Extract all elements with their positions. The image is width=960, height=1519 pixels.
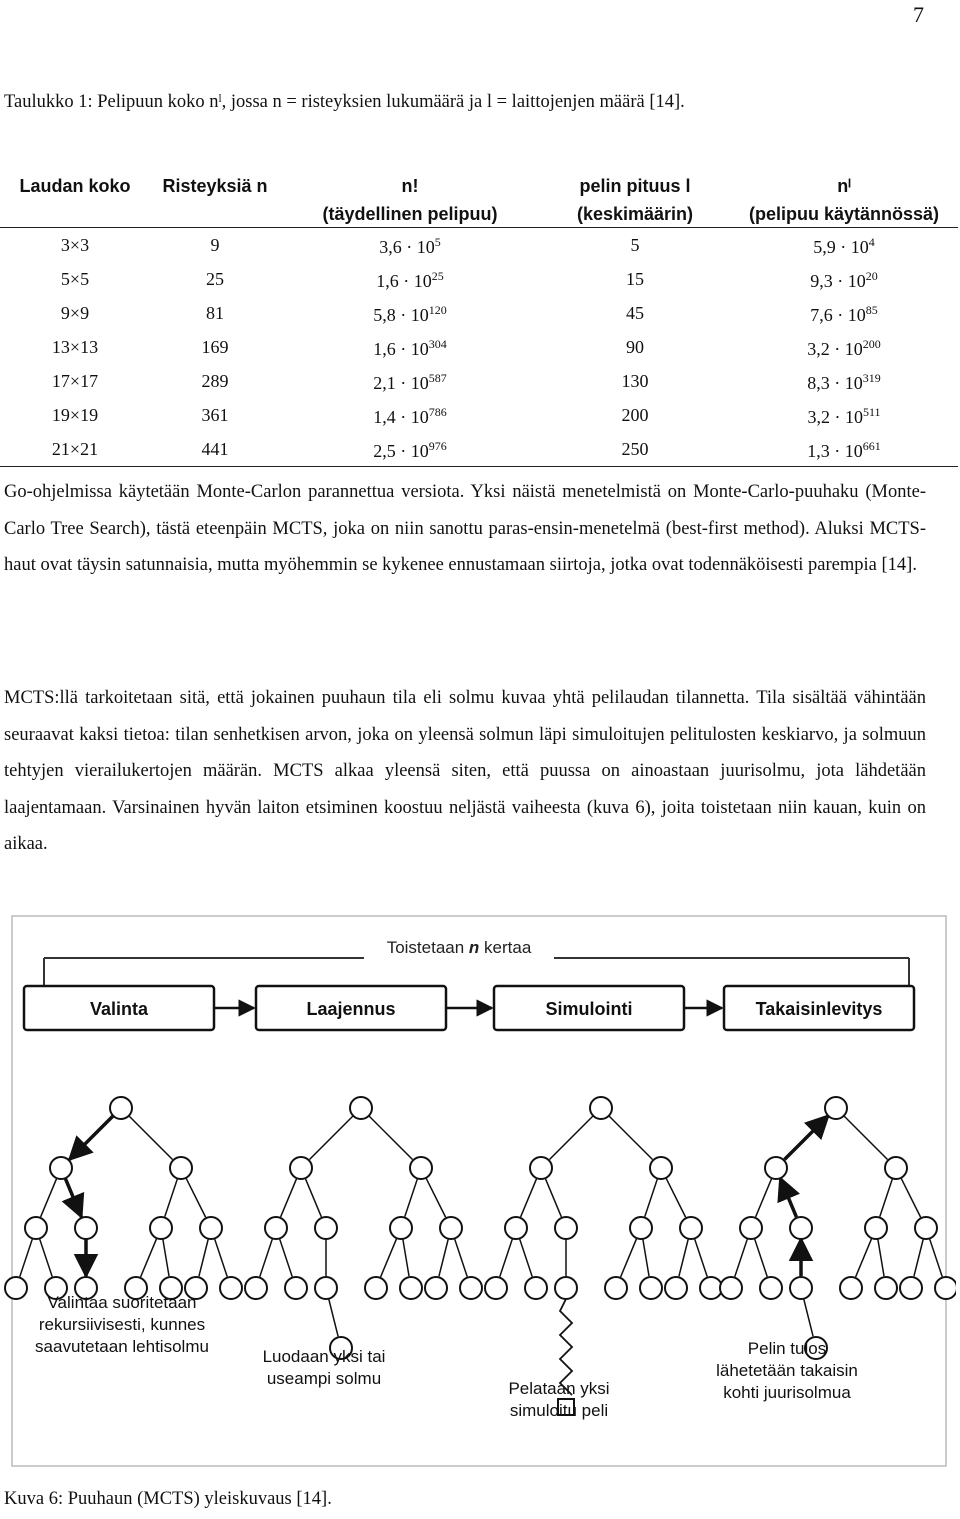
tree-node bbox=[505, 1217, 527, 1239]
tree-node bbox=[720, 1277, 742, 1299]
tree-node bbox=[5, 1277, 27, 1299]
note-line: rekursiivisesti, kunnes bbox=[38, 1315, 206, 1334]
subheader-length: (keskimäärin) bbox=[540, 201, 730, 228]
table-subheader-row bbox=[0, 201, 958, 228]
subheader-factorial: (täydellinen pelipuu) bbox=[280, 201, 540, 228]
tree-node bbox=[245, 1277, 267, 1299]
cell-board: 5×5 bbox=[60, 268, 90, 289]
cell-length: 45 bbox=[626, 302, 644, 323]
table-row bbox=[0, 262, 958, 296]
table-row bbox=[0, 296, 958, 330]
tree-node bbox=[935, 1277, 956, 1299]
tree-node bbox=[285, 1277, 307, 1299]
tree-node bbox=[665, 1277, 687, 1299]
cell-n: 169 bbox=[201, 336, 229, 357]
cell-factorial: $2,5 \cdot 10^{976}$ bbox=[280, 432, 540, 467]
note-line: Luodaan yksi tai bbox=[262, 1347, 386, 1366]
cell-length: 250 bbox=[540, 432, 730, 467]
cell-factorial: $3,6 \cdot 10^5$ bbox=[379, 235, 441, 257]
table-row bbox=[0, 330, 958, 364]
paragraph-1: Go-ohjelmissa käytetään Monte-Carlon parannettua versiota. Yksi näistä menetelmistä on Monte-Carlo-puuhaku (Monte-Carlo Tree Search), tästä eteenpäin MCTS, joka on niin sanottu paras-ensin-menetelmä (best-first method). Aluksi MCTS-haut ovat täysin satunnaisia, mutta myöhemmin se kykenee ennustamaan siirtoja, jotka ovat todennäköisesti parempia [14]. bbox=[4, 482, 926, 575]
board-size-table bbox=[0, 172, 958, 467]
note-line: Pelin tulos bbox=[747, 1339, 827, 1358]
tree-node bbox=[840, 1277, 862, 1299]
table-row bbox=[0, 398, 958, 432]
cell-power: $9,3 \cdot 10^{20}$ bbox=[810, 269, 878, 291]
cell-power: $5,9 \cdot 10^4$ bbox=[813, 235, 875, 257]
tree-node bbox=[315, 1217, 337, 1239]
mcts-figure bbox=[4, 910, 956, 1470]
tree-node bbox=[640, 1277, 662, 1299]
cell-length: 90 bbox=[626, 336, 644, 357]
tree-node bbox=[590, 1097, 612, 1119]
cell-length: 15 bbox=[626, 268, 644, 289]
note-line: simuloitu peli bbox=[509, 1401, 609, 1420]
tree-node bbox=[410, 1157, 432, 1179]
cell-factorial: $5,8 \cdot 10^{120}$ bbox=[373, 303, 447, 325]
tree-node bbox=[605, 1277, 627, 1299]
tree-node bbox=[150, 1217, 172, 1239]
cell-board: 9×9 bbox=[60, 302, 90, 323]
tree-node bbox=[220, 1277, 242, 1299]
phase-label: Valinta bbox=[89, 999, 149, 1019]
tree-node bbox=[400, 1277, 422, 1299]
cell-n: 361 bbox=[201, 404, 229, 425]
paragraph-2: MCTS:llä tarkoitetaan sitä, että jokainen puuhaun tila eli solmu kuvaa yhtä pelilaudan tilannetta. Tila sisältää vähintään seuraavat kaksi tietoa: tilan senhetkisen arvon, joka on yleensä solmun läpi simuloitujen pelitulosten keskiarvo, ja solmuun tehtyjen vierailukertojen määrän. MCTS alkaa yleensä siten, että puussa on ainoastaan juurisolmu, jota lähdetään laajentamaan. Varsinainen hyvän laiton etsiminen koostuu neljästä vaiheesta (kuva 6), joita toistetaan niin kauan, kuin on aikaa. bbox=[4, 688, 926, 854]
cell-factorial: $1,6 \cdot 10^{304}$ bbox=[373, 337, 447, 359]
cell-n: 9 bbox=[210, 234, 220, 255]
tree-node bbox=[790, 1217, 812, 1239]
header-power: nˡ bbox=[837, 176, 851, 196]
tree-node bbox=[790, 1277, 812, 1299]
tree-node bbox=[765, 1157, 787, 1179]
cell-length: 200 bbox=[621, 404, 649, 425]
tree-node bbox=[315, 1277, 337, 1299]
repeat-label: Toistetaan n kertaa bbox=[386, 938, 532, 957]
tree-node bbox=[865, 1217, 887, 1239]
tree-node bbox=[885, 1157, 907, 1179]
tree-node bbox=[350, 1097, 372, 1119]
note-line: saavutetaan lehtisolmu bbox=[35, 1337, 209, 1356]
tree-node bbox=[75, 1217, 97, 1239]
cell-n: 81 bbox=[206, 302, 224, 323]
subheader-power: (pelipuu käytännössä) bbox=[730, 201, 958, 228]
tree-node bbox=[875, 1277, 897, 1299]
tree-node bbox=[50, 1157, 72, 1179]
header-board: Laudan koko bbox=[19, 176, 131, 196]
tree-node bbox=[440, 1217, 462, 1239]
subheader-board bbox=[0, 201, 150, 228]
cell-board: 13×13 bbox=[51, 336, 99, 357]
figure-caption: Kuva 6: Puuhaun (MCTS) yleiskuvaus [14]. bbox=[4, 1489, 332, 1509]
header-n: Risteyksiä n bbox=[162, 176, 268, 196]
cell-power: $8,3 \cdot 10^{319}$ bbox=[807, 371, 881, 393]
tree-node bbox=[25, 1217, 47, 1239]
phase-label: Laajennus bbox=[306, 999, 396, 1019]
header-length: pelin pituus l bbox=[579, 176, 691, 196]
tree-node bbox=[290, 1157, 312, 1179]
tree-node bbox=[915, 1217, 937, 1239]
table-row bbox=[0, 364, 958, 398]
phase-label: Takaisinlevitys bbox=[755, 999, 883, 1019]
tree-node bbox=[265, 1217, 287, 1239]
table-row bbox=[0, 228, 958, 263]
tree-node bbox=[460, 1277, 482, 1299]
cell-power: $7,6 \cdot 10^{85}$ bbox=[810, 303, 878, 325]
table-caption: Taulukko 1: Pelipuun koko nˡ, jossa n = risteyksien lukumäärä ja l = laittojenjen määrä [14]. bbox=[4, 92, 685, 112]
header-factorial: n! bbox=[401, 176, 419, 196]
phase-takaisinlevitys bbox=[724, 986, 914, 1030]
tree-node bbox=[200, 1217, 222, 1239]
tree-node bbox=[365, 1277, 387, 1299]
tree-node bbox=[700, 1277, 722, 1299]
tree-node bbox=[760, 1277, 782, 1299]
note-line: lähetetään takaisin bbox=[716, 1361, 858, 1380]
cell-factorial: $1,4 \cdot 10^{786}$ bbox=[373, 405, 447, 427]
cell-length: 5 bbox=[630, 234, 640, 255]
tree-node bbox=[740, 1217, 762, 1239]
table-header-row bbox=[0, 172, 958, 201]
tree-node bbox=[170, 1157, 192, 1179]
note-valinta bbox=[35, 1293, 209, 1356]
cell-n: 289 bbox=[201, 370, 229, 391]
tree-node bbox=[630, 1217, 652, 1239]
tree-node bbox=[825, 1097, 847, 1119]
tree-node bbox=[525, 1277, 547, 1299]
note-line: Valintaa suoritetaan bbox=[47, 1293, 197, 1312]
cell-length: 130 bbox=[621, 370, 649, 391]
cell-board: 19×19 bbox=[51, 404, 99, 425]
tree-node bbox=[650, 1157, 672, 1179]
tree-node bbox=[390, 1217, 412, 1239]
cell-board: 3×3 bbox=[60, 234, 90, 255]
cell-power: $3,2 \cdot 10^{200}$ bbox=[807, 337, 881, 359]
tree-node bbox=[680, 1217, 702, 1239]
cell-n: 441 bbox=[150, 432, 280, 467]
cell-board: 21×21 bbox=[0, 432, 150, 467]
cell-factorial: $2,1 \cdot 10^{587}$ bbox=[373, 371, 447, 393]
cell-board: 17×17 bbox=[51, 370, 99, 391]
cell-n: 25 bbox=[206, 268, 224, 289]
note-line: Pelataan yksi bbox=[508, 1379, 610, 1398]
cell-power: $1,3 \cdot 10^{661}$ bbox=[730, 432, 958, 467]
tree-node bbox=[485, 1277, 507, 1299]
tree-node bbox=[425, 1277, 447, 1299]
page-number: 7 bbox=[913, 2, 924, 27]
tree-node bbox=[555, 1277, 577, 1299]
note-line: useampi solmu bbox=[266, 1369, 382, 1388]
cell-factorial: $1,6 \cdot 10^{25}$ bbox=[376, 269, 444, 291]
tree-node bbox=[900, 1277, 922, 1299]
tree-node bbox=[555, 1217, 577, 1239]
table-row bbox=[0, 432, 958, 467]
tree-node bbox=[110, 1097, 132, 1119]
tree-node bbox=[530, 1157, 552, 1179]
subheader-n bbox=[150, 201, 280, 228]
cell-power: $3,2 \cdot 10^{511}$ bbox=[807, 405, 881, 427]
phase-label: Simulointi bbox=[545, 999, 633, 1019]
note-line: kohti juurisolmua bbox=[723, 1383, 851, 1402]
